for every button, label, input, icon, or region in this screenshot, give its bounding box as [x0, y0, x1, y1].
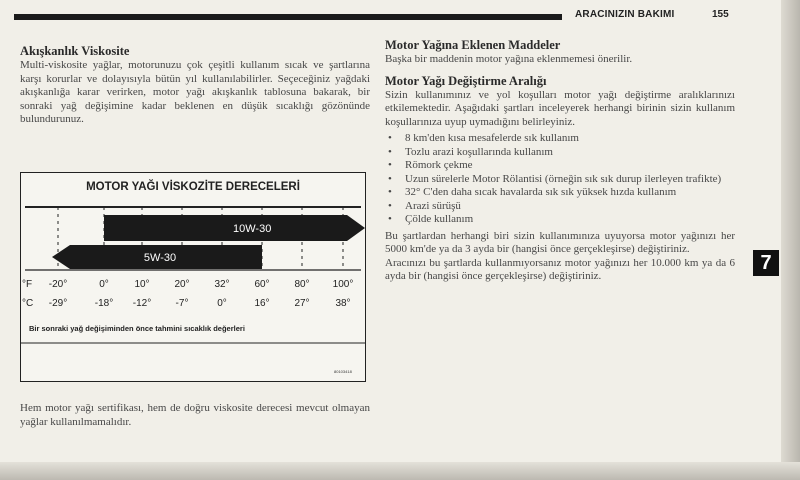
list-item-text: Römork çekme — [405, 159, 473, 171]
list-item — [385, 200, 735, 214]
fahrenheit-tick-label: -20° — [48, 279, 68, 290]
celsius-tick-label: -7° — [175, 298, 189, 309]
fahrenheit-tick-label: 32° — [214, 279, 230, 290]
bar-label: 10W-30 — [233, 223, 272, 235]
header-rule — [14, 14, 562, 20]
fahrenheit-tick-label: 80° — [294, 279, 310, 290]
list-item-text: Arazi sürüşü — [405, 199, 461, 212]
list-item-text: Tozlu arazi koşullarında kullanım — [405, 145, 553, 158]
viscosity-paragraph: Multi-viskosite yağlar, motorunuzu çok çeşitli kullanım sıcak ve şartlarına karşı korurlar ve dolayısıyla bütün yıl kullanılabilirler. Seçeceğiniz yağdaki akışkanlığa karar verirken, motor yağı akışkanlık tablosuna bakarak, bir sonraki yağ değişimine kadar beklenen en düşük sıcaklığı gözönünde bulundurunuz. — [20, 59, 370, 125]
bar-label: 5W-30 — [143, 252, 177, 264]
viscosity-chart — [20, 172, 366, 382]
list-item-text: 8 km'den kısa mesafelerde sık kullanım — [405, 132, 579, 144]
celsius-tick-label: 38° — [335, 298, 351, 309]
certification-paragraph: Hem motor yağı sertifikası, hem de doğru viskosite derecesi mevcut olmayan yağlar kullanılmamalıdır. — [20, 402, 370, 428]
list-item — [385, 146, 735, 160]
fahrenheit-tick-label: 20° — [174, 279, 190, 290]
celsius-unit: °C — [22, 298, 34, 309]
list-item-text: Uzun sürelerle Motor Rölantisi (örneğin sık sık durup ilerleyen trafikte) — [405, 172, 722, 185]
chart-title: MOTOR YAĞI VİSKOZİTE DERECELERİ — [86, 181, 300, 193]
figure-code: 80103418 — [334, 369, 352, 374]
bullet-icon: • — [388, 159, 392, 171]
fahrenheit-tick-label: 10° — [134, 279, 150, 290]
celsius-tick-label: -18° — [94, 298, 114, 309]
celsius-tick-label: -12° — [132, 298, 152, 309]
celsius-tick-label: 27° — [294, 298, 310, 309]
list-item — [385, 213, 735, 227]
list-item — [385, 173, 735, 187]
section-title: ARACINIZIN BAKIMI — [575, 9, 675, 20]
bullet-icon: • — [388, 186, 392, 198]
bullet-icon: • — [388, 145, 392, 158]
list-item — [385, 132, 735, 146]
chart-caption: Bir sonraki yağ değişiminden önce tahmini sıcaklık değerleri — [29, 324, 245, 333]
conditions-list — [385, 132, 735, 227]
right-column — [385, 38, 735, 284]
list-item — [385, 186, 735, 200]
change-interval-heading: Motor Yağı Değiştirme Aralığı — [385, 73, 547, 88]
celsius-tick-label: -29° — [48, 298, 68, 309]
page-bottom-edge — [0, 462, 800, 480]
bullet-icon: • — [388, 172, 392, 185]
bullet-icon: • — [388, 132, 392, 144]
fahrenheit-tick-label: 100° — [332, 279, 354, 290]
bullet-icon: • — [388, 213, 392, 225]
fahrenheit-unit: °F — [22, 279, 33, 290]
left-column — [20, 44, 370, 127]
chapter-tab: 7 — [753, 250, 779, 276]
list-item-text: 32° C'den daha sıcak havalarda sık sık yüksek hızda kullanım — [405, 186, 677, 198]
list-item-text: Çölde kullanım — [405, 213, 474, 225]
change-interval-paragraph: Sizin kullanımınız ve yol koşulları motor yağı değiştirme aralıklarınızı etkilemektedir. Aşağıdaki şartları inceleyerek herhangi birinin sizin kullanım koşullarınıza uyup uymadığını belirleyiniz. — [385, 88, 735, 128]
list-item — [385, 159, 735, 173]
additives-paragraph: Başka bir maddenin motor yağına eklenmemesi önerilir. — [385, 53, 633, 65]
fahrenheit-tick-label: 0° — [99, 279, 109, 290]
celsius-tick-label: 16° — [254, 298, 270, 309]
page-edge — [781, 0, 800, 480]
chart-plot — [21, 173, 365, 381]
severe-interval-paragraph: Bu şartlardan herhangi biri sizin kullanımınıza uyuyorsa motor yağınızı her 5000 km'de ya da 3 ayda bir (hangisi önce gerçekleşirse) değiştiriniz. — [385, 229, 735, 255]
normal-interval-paragraph: Aracınızı bu şartlarda kullanmıyorsanız motor yağınızı her 10.000 km ya da 6 ayda bir (hangisi önce gerçekleşirse) değiştiriniz. — [385, 256, 735, 282]
viscosity-heading: Akışkanlık Viskosite — [20, 44, 130, 58]
fahrenheit-tick-label: 60° — [254, 279, 270, 290]
celsius-tick-label: 0° — [217, 298, 227, 309]
additives-heading: Motor Yağına Eklenen Maddeler — [385, 38, 561, 52]
left-bottom-text — [20, 402, 370, 429]
page-number: 155 — [712, 9, 729, 20]
bullet-icon: • — [388, 199, 392, 212]
